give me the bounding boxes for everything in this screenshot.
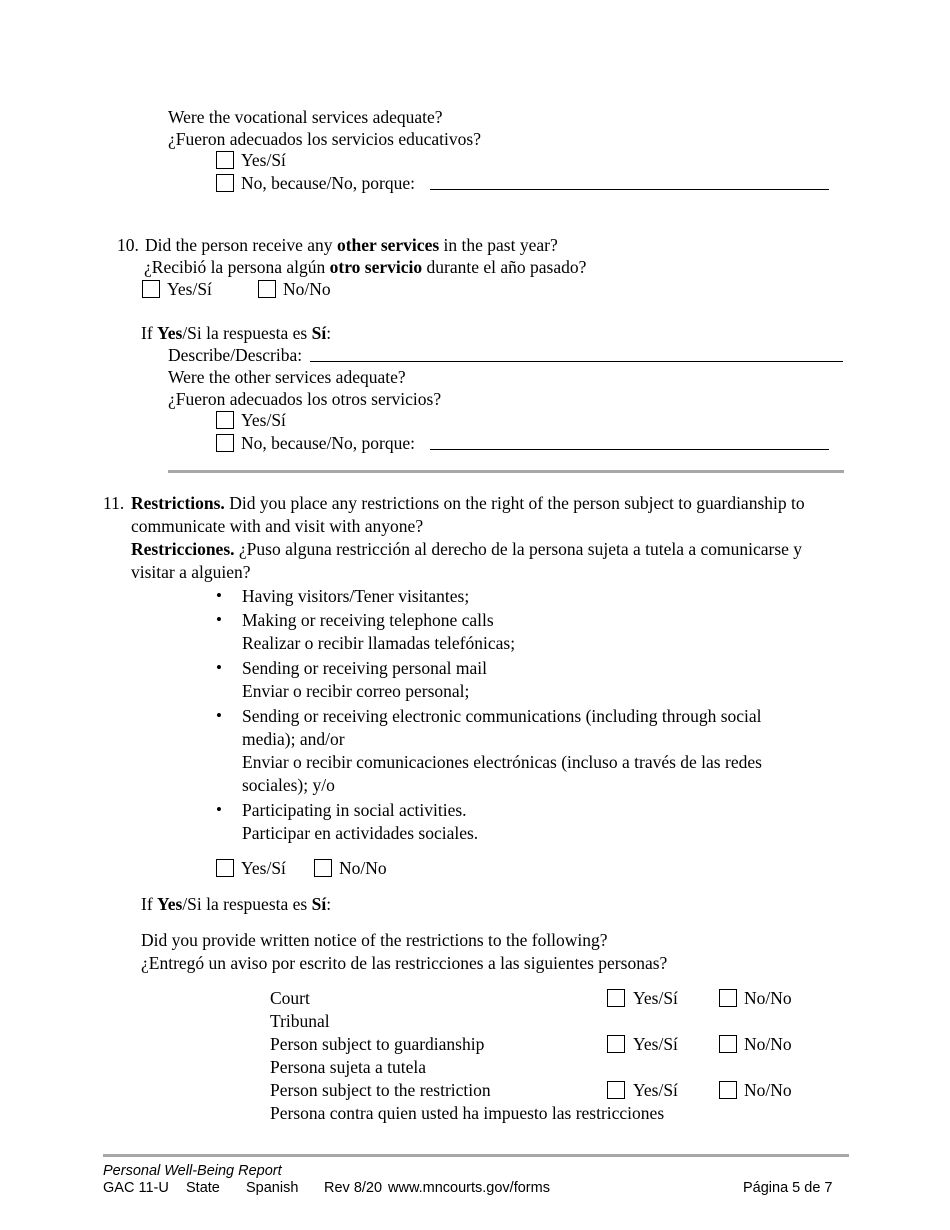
recipient-restricted-en: Person subject to the restriction [270, 1080, 491, 1100]
q10-adequate-question-en: Were the other services adequate? [168, 367, 406, 387]
recipient-court-en: Court [270, 988, 310, 1008]
section-divider [168, 470, 844, 473]
bullet-marker: • [216, 706, 222, 725]
q11-question-en-line1: Restrictions. Did you place any restrictions on the right of the person subject to guardianship to [131, 493, 805, 513]
bullet-marker: • [216, 800, 222, 819]
q9-adequate-no-label: No, because/No, porque: [241, 173, 415, 193]
footer-form-code: GAC 11-U [103, 1180, 169, 1196]
footer-divider [103, 1154, 849, 1157]
q10-no-because-field[interactable] [430, 449, 829, 450]
restriction-mail-es: Enviar o recibir correo personal; [242, 681, 470, 701]
recipient-restricted-yes-label: Yes/Sí [633, 1080, 678, 1100]
q10-describe-field[interactable] [310, 361, 843, 362]
q10-if-yes-heading: If Yes/Si la respuesta es Sí: [141, 323, 332, 343]
recipient-court-es: Tribunal [270, 1011, 330, 1031]
restriction-visitors: Having visitors/Tener visitantes; [242, 586, 470, 606]
q11-question-es-line2: visitar a alguien? [131, 562, 251, 582]
q9-adequate-question-en: Were the vocational services adequate? [168, 107, 443, 127]
q10-question-es: ¿Recibió la persona algún otro servicio durante el año pasado? [144, 257, 587, 277]
q10-no-checkbox[interactable] [258, 280, 276, 298]
footer-page-number: Página 5 de 7 [743, 1180, 833, 1196]
q10-number: 10. [117, 235, 139, 255]
q10-describe-label: Describe/Describa: [168, 345, 303, 365]
recipient-restricted-no-checkbox[interactable] [719, 1081, 737, 1099]
q10-adequate-question-es: ¿Fueron adecuados los otros servicios? [168, 389, 442, 409]
q9-adequate-yes-checkbox[interactable] [216, 151, 234, 169]
recipient-court-no-checkbox[interactable] [719, 989, 737, 1007]
recipient-court-no-label: No/No [744, 988, 792, 1008]
restriction-mail-en: Sending or receiving personal mail [242, 658, 487, 678]
q9-adequate-question-es: ¿Fueron adecuados los servicios educativos? [168, 129, 481, 149]
q10-adequate-no-checkbox[interactable] [216, 434, 234, 452]
recipient-guardianship-yes-label: Yes/Sí [633, 1034, 678, 1054]
q9-adequate-no-checkbox[interactable] [216, 174, 234, 192]
recipient-restricted-no-label: No/No [744, 1080, 792, 1100]
footer-language: Spanish [246, 1180, 299, 1196]
recipient-guardianship-es: Persona sujeta a tutela [270, 1057, 426, 1077]
q10-no-label: No/No [283, 279, 331, 299]
q9-no-because-field[interactable] [430, 189, 829, 190]
q11-yes-label: Yes/Sí [241, 858, 286, 878]
restriction-phone-en: Making or receiving telephone calls [242, 610, 494, 630]
q11-question-es-line1: Restricciones. ¿Puso alguna restricción al derecho de la persona sujeta a tutela a comunicarse y [131, 539, 803, 559]
bullet-marker: • [216, 610, 222, 629]
footer-url-link[interactable]: www.mncourts.gov/forms [388, 1180, 550, 1196]
recipient-court-yes-checkbox[interactable] [607, 989, 625, 1007]
recipient-restricted-es: Persona contra quien usted ha impuesto las restricciones [270, 1103, 665, 1123]
restriction-social-en: Participating in social activities. [242, 800, 467, 820]
q9-adequate-yes-label: Yes/Sí [241, 150, 286, 170]
q11-question-en-line2: communicate with and visit with anyone? [131, 516, 424, 536]
restriction-electronic-en-1: Sending or receiving electronic communications (including through social [242, 706, 762, 726]
q10-yes-checkbox[interactable] [142, 280, 160, 298]
footer-state: State [186, 1180, 220, 1196]
recipient-guardianship-no-checkbox[interactable] [719, 1035, 737, 1053]
footer-form-title: Personal Well-Being Report [103, 1163, 282, 1179]
recipient-guardianship-no-label: No/No [744, 1034, 792, 1054]
q10-adequate-yes-checkbox[interactable] [216, 411, 234, 429]
recipient-court-yes-label: Yes/Sí [633, 988, 678, 1008]
q10-yes-label: Yes/Sí [167, 279, 212, 299]
q11-number: 11. [103, 493, 125, 513]
q10-question-en: Did the person receive any other services in the past year? [145, 235, 558, 255]
restriction-electronic-en-2: media); and/or [242, 729, 345, 749]
q10-adequate-no-label: No, because/No, porque: [241, 433, 415, 453]
q10-adequate-yes-label: Yes/Sí [241, 410, 286, 430]
restriction-electronic-es-2: sociales); y/o [242, 775, 335, 795]
q11-no-label: No/No [339, 858, 387, 878]
q11-yes-checkbox[interactable] [216, 859, 234, 877]
recipient-restricted-yes-checkbox[interactable] [607, 1081, 625, 1099]
q11-no-checkbox[interactable] [314, 859, 332, 877]
restriction-phone-es: Realizar o recibir llamadas telefónicas; [242, 633, 516, 653]
recipient-guardianship-yes-checkbox[interactable] [607, 1035, 625, 1053]
restriction-social-es: Participar en actividades sociales. [242, 823, 479, 843]
bullet-marker: • [216, 586, 222, 605]
q11-notice-question-es: ¿Entregó un aviso por escrito de las restricciones a las siguientes personas? [141, 953, 668, 973]
footer-revision: Rev 8/20 [324, 1180, 383, 1196]
q11-if-yes-heading: If Yes/Si la respuesta es Sí: [141, 894, 332, 914]
recipient-guardianship-en: Person subject to guardianship [270, 1034, 485, 1054]
bullet-marker: • [216, 658, 222, 677]
q11-notice-question-en: Did you provide written notice of the restrictions to the following? [141, 930, 608, 950]
restriction-electronic-es-1: Enviar o recibir comunicaciones electrónicas (incluso a través de las redes [242, 752, 762, 772]
